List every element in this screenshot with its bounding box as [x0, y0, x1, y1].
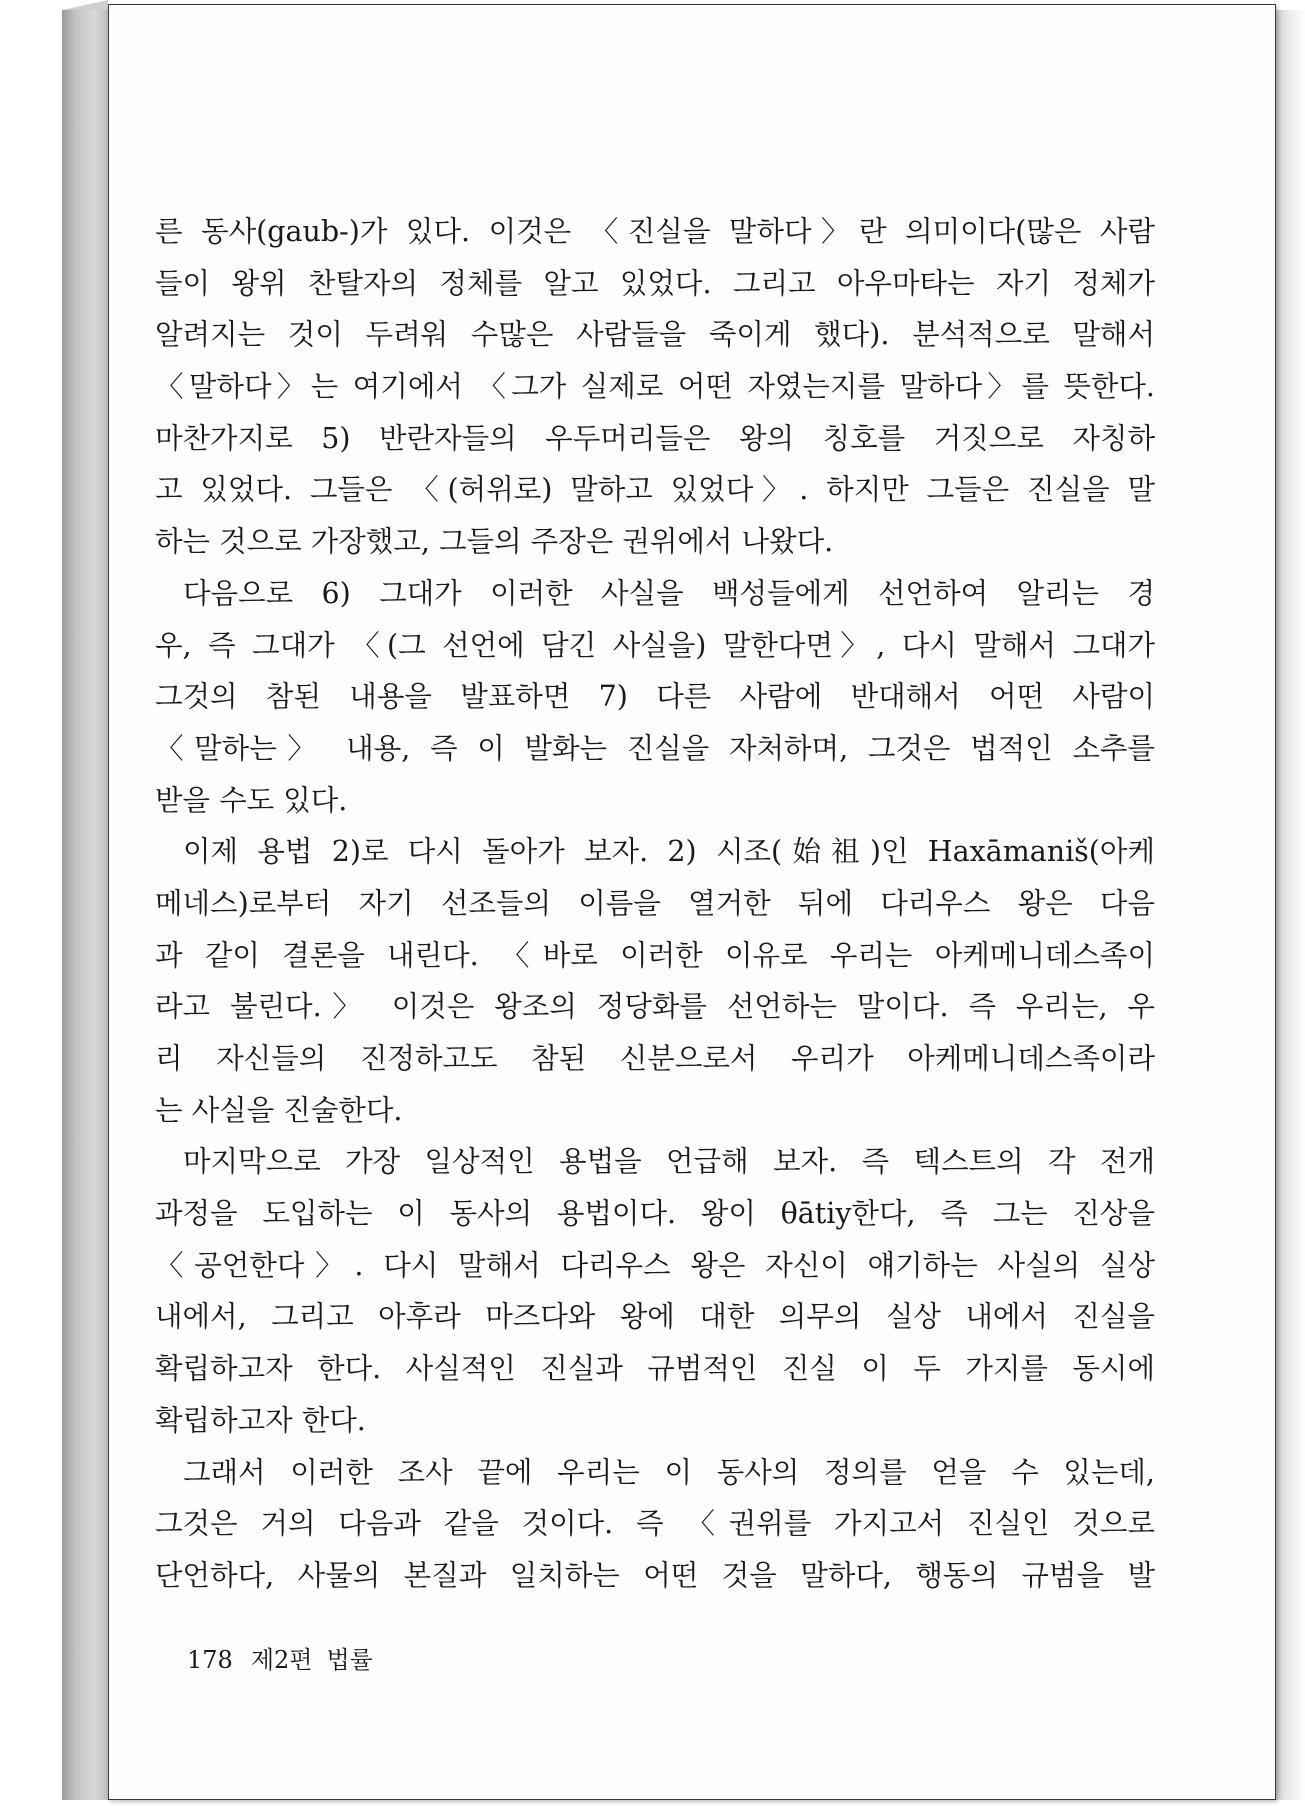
text-line: 받을 수도 있다.: [155, 783, 348, 817]
text-line: 확립하고자 한다.: [155, 1403, 366, 1437]
page-edge-shadow: [1276, 10, 1305, 1800]
text-line: 〈공언한다〉. 다시 말해서 다리우스 왕은 자신이 얘기하는 사실의 실상: [155, 1248, 1155, 1282]
text-line: 마찬가지로 5) 반란자들의 우두머리들은 왕의 칭호를 거짓으로 자칭하: [155, 421, 1155, 455]
text-line: 마지막으로 가장 일상적인 용법을 언급해 보자. 즉 텍스트의 각 전개: [183, 1145, 1155, 1179]
page-footer: [187, 1640, 373, 1675]
page-number: 178: [187, 1646, 233, 1674]
text-line: 그것은 거의 다음과 같을 것이다. 즉 〈권위를 가지고서 진실인 것으로: [155, 1507, 1155, 1541]
book-spine-top: [62, 0, 108, 10]
text-line: 확립하고자 한다. 사실적인 진실과 규범적인 진실 이 두 가지를 동시에: [155, 1352, 1155, 1386]
text-line: 메네스)로부터 자기 선조들의 이름을 열거한 뒤에 다리우스 왕은 다음: [155, 886, 1155, 920]
text-line: 그래서 이러한 조사 끝에 우리는 이 동사의 정의를 얻을 수 있는데,: [183, 1455, 1155, 1489]
text-line: 그것의 참된 내용을 발표하면 7) 다른 사람에 반대해서 어떤 사람이: [155, 680, 1155, 714]
text-line: 른 동사(gaub-)가 있다. 이것은 〈진실을 말하다〉란 의미이다(많은 사람: [155, 215, 1155, 248]
text-line: 이제 용법 2)로 다시 돌아가 보자. 2) 시조(始祖)인 Haxāmaniš(아케: [183, 835, 1155, 869]
text-line: 〈말하는〉 내용, 즉 이 발화는 진실을 자처하며, 그것은 법적인 소추를: [155, 731, 1155, 765]
text-line: 는 사실을 진술한다.: [155, 1093, 403, 1127]
text-line: 〈말하다〉는 여기에서 〈그가 실제로 어떤 자였는지를 말하다〉를 뜻한다.: [155, 370, 1155, 404]
section-title: 법률: [326, 1646, 373, 1674]
text-line: 다음으로 6) 그대가 이러한 사실을 백성들에게 선언하여 알리는 경: [183, 576, 1155, 610]
section-label: 제2편: [250, 1646, 313, 1674]
page-body-text: [155, 206, 1155, 1602]
book-spine: [62, 10, 108, 1800]
text-line: 리 자신들의 진정하고도 참된 신분으로서 우리가 아케메니데스족이라: [155, 1042, 1155, 1075]
text-line: 들이 왕위 찬탈자의 정체를 알고 있었다. 그리고 아우마타는 자기 정체가: [155, 266, 1155, 300]
text-line: 하는 것으로 가장했고, 그들의 주장은 권위에서 나왔다.: [155, 525, 834, 559]
text-line: 단언하다, 사물의 본질과 일치하는 어떤 것을 말하다, 행동의 규범을 발: [155, 1558, 1155, 1592]
text-line: 우, 즉 그대가 〈(그 선언에 담긴 사실을) 말한다면〉, 다시 말해서 그대가: [155, 628, 1155, 662]
text-line: 라고 불린다.〉 이것은 왕조의 정당화를 선언하는 말이다. 즉 우리는, 우: [155, 990, 1155, 1024]
text-line: 과정을 도입하는 이 동사의 용법이다. 왕이 θātiy한다, 즉 그는 진상을: [155, 1197, 1155, 1231]
text-line: 과 같이 결론을 내린다. 〈바로 이러한 이유로 우리는 아케메니데스족이: [155, 938, 1155, 972]
text-line: 고 있었다. 그들은 〈(허위로) 말하고 있었다〉. 하지만 그들은 진실을 말: [155, 473, 1155, 507]
text-line: 내에서, 그리고 아후라 마즈다와 왕에 대한 의무의 실상 내에서 진실을: [155, 1300, 1155, 1334]
text-line: 알려지는 것이 두려워 수많은 사람들을 죽이게 했다). 분석적으로 말해서: [155, 318, 1155, 352]
